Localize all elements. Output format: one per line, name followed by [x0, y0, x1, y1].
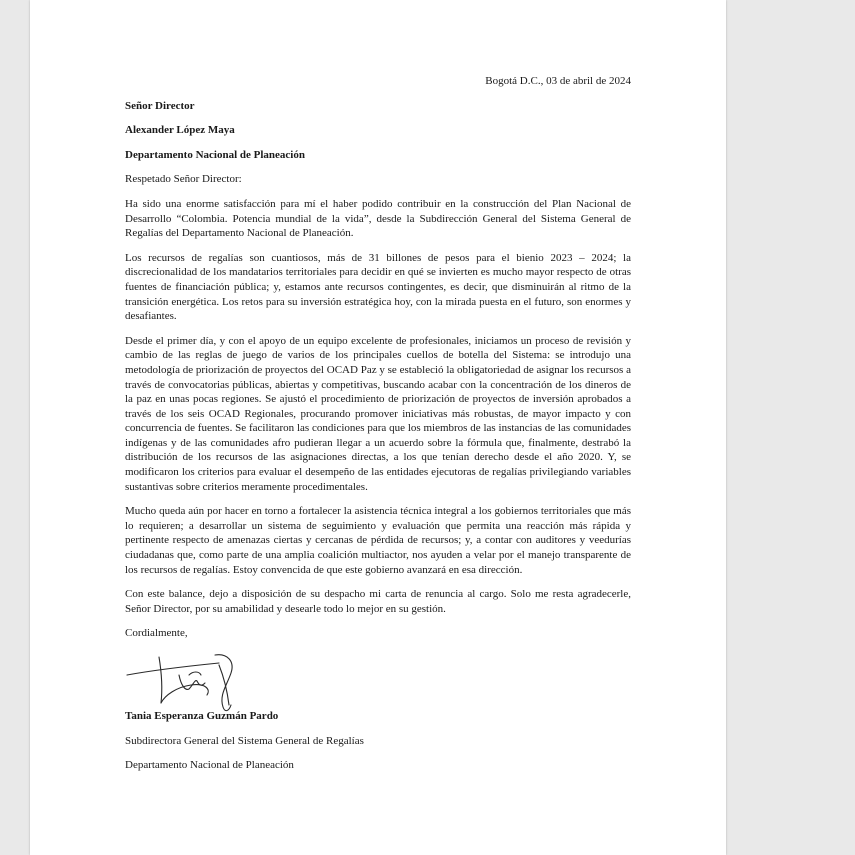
- paragraph: Los recursos de regalías son cuantiosos, más de 31 billones de pesos para el bienio 2023 – 2024; la discrecionalidad de los mandatarios territoriales para decidir en qué se invierten es mucho mayor respecto de otras fuentes de financiación pública; y, estamos ante recursos contingentes, es decir, que disminuirán al ritmo de la transición energética. Los retos para su inversión estratégica hoy, con la mirada puesta en el futuro, son enormes y desafiantes.: [125, 251, 631, 323]
- handwritten-signature: [119, 645, 249, 717]
- document-page: [30, 0, 726, 855]
- paragraph: Mucho queda aún por hacer en torno a fortalecer la asistencia técnica integral a los gobiernos territoriales que más lo requieren; a desarrollar un sistema de seguimiento y evaluación que permita una reacción más rápida y pertinente respecto de amenazas ciertas y cercanas de pérdida de recursos; y, a contar con auditores y veedurías ciudadanas que, como parte de una amplia coalición multiactor, nos ayuden a velar por el manejo transparente de los recursos de regalías. Estoy convencida de que este gobierno avanzará en esa dirección.: [125, 505, 631, 576]
- paragraph: Desde el primer día, y con el apoyo de un equipo excelente de profesionales, iniciamos un proceso de revisión y cambio de las reglas de juego de varios de los principales cuellos de botella del Sistema: se introdujo una metodología de priorización de proyectos del OCAD Paz y se estableció la obligatoriedad de asignar los recursos a través de convocatorias públicas, abiertas y competitivas, buscando acabar con la concentración de los dineros de la paz en unas pocas regiones. Se ajustó el procedimiento de priorización de proyectos de inversión aprobados a través de los seis OCAD Regionales, procurando promover iniciativas más robustas, de mayor impacto y con concurrencia de fuentes. Se facilitaron las condiciones para que los miembros de las instancias de las comunidades indígenas y de las comunidades afro pudieran llegar a un acuerdo sobre la fórmula que, finalmente, destrabó la distribución de los recursos de las asignaciones directas, a los que tenían derecho desde el año 2020. Y, se modificaron los criterios para evaluar el desempeño de las entidades ejecutoras de regalías privilegiando variables sustantivas sobre criterios meramente procedimentales.: [125, 334, 631, 493]
- signer-role: Subdirectora General del Sistema General de Regalías: [125, 734, 364, 747]
- signer-name: Tania Esperanza Guzmán Pardo: [125, 710, 279, 722]
- recipient-org: Departamento Nacional de Planeación: [125, 148, 305, 161]
- signature-area: [125, 651, 631, 709]
- letter-date: Bogotá D.C., 03 de abril de 2024: [485, 75, 631, 87]
- signer-org: Departamento Nacional de Planeación: [125, 759, 294, 772]
- paragraph: Ha sido una enorme satisfacción para mí el haber podido contribuir en la construcción del Plan Nacional de Desarrollo “Colombia. Potencia mundial de la vida”, desde la Subdirección General del Sistema General de Regalías del Departamento Nacional de Planeación.: [125, 197, 631, 240]
- paragraph: Con este balance, dejo a disposición de su despacho mi carta de renuncia al cargo. Solo me resta agradecerle, Señor Director, por su amabilidad y desearle todo lo mejor en su gestión.: [125, 588, 631, 615]
- salutation: Respetado Señor Director:: [125, 173, 242, 186]
- closing: Cordialmente,: [125, 627, 188, 640]
- letter-body: [125, 74, 631, 783]
- recipient-title: Señor Director: [125, 99, 195, 112]
- recipient-name: Alexander López Maya: [125, 124, 235, 137]
